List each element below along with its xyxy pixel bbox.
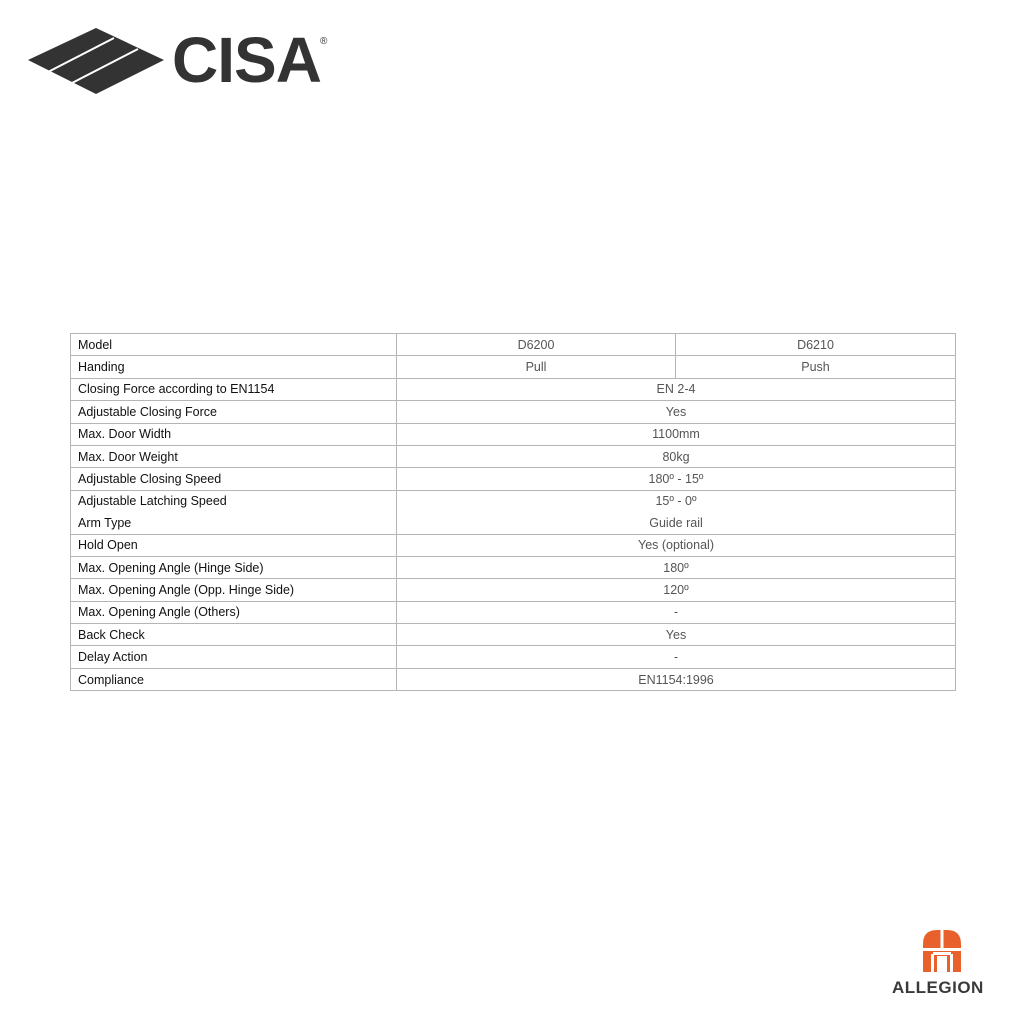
row-value: 180º - 15º [397, 468, 956, 490]
row-value: Push [676, 356, 956, 378]
table-row [71, 534, 956, 556]
spec-table [70, 333, 956, 691]
table-row [71, 401, 956, 423]
table-row [71, 556, 956, 578]
cisa-logo [28, 26, 348, 98]
table-row [71, 579, 956, 601]
row-value: 80kg [397, 445, 956, 467]
table-row [71, 445, 956, 467]
row-value: - [397, 601, 956, 623]
allegion-logo [886, 928, 1006, 1000]
row-label: Adjustable Closing Speed [71, 468, 397, 490]
row-label: Adjustable Latching Speed [71, 490, 397, 512]
row-value: Yes [397, 624, 956, 646]
allegion-wordmark: ALLEGION [892, 978, 984, 997]
row-value: 180º [397, 556, 956, 578]
row-value: EN 2-4 [397, 378, 956, 400]
allegion-arch-icon [919, 928, 965, 974]
table-row [71, 512, 956, 534]
row-value: 1100mm [397, 423, 956, 445]
row-label: Arm Type [71, 512, 397, 534]
row-value: 15º - 0º [397, 490, 956, 512]
row-label: Closing Force according to EN1154 [71, 378, 397, 400]
row-value: D6210 [676, 334, 956, 356]
row-label: Max. Door Weight [71, 445, 397, 467]
row-label: Max. Opening Angle (Others) [71, 601, 397, 623]
table-row [71, 378, 956, 400]
row-value: D6200 [397, 334, 676, 356]
row-label: Max. Opening Angle (Hinge Side) [71, 556, 397, 578]
table-row [71, 423, 956, 445]
row-value: EN1154:1996 [397, 668, 956, 690]
table-row [71, 468, 956, 490]
row-label: Handing [71, 356, 397, 378]
row-value: - [397, 646, 956, 668]
table-row [71, 668, 956, 690]
table-row [71, 624, 956, 646]
registered-mark: ® [320, 36, 328, 47]
row-label: Back Check [71, 624, 397, 646]
table-row [71, 356, 956, 378]
cisa-wordmark: CISA [172, 24, 321, 96]
row-value: 120º [397, 579, 956, 601]
row-label: Max. Opening Angle (Opp. Hinge Side) [71, 579, 397, 601]
row-value: Yes (optional) [397, 534, 956, 556]
row-label: Model [71, 334, 397, 356]
row-value: Yes [397, 401, 956, 423]
table-row [71, 601, 956, 623]
row-label: Max. Door Width [71, 423, 397, 445]
row-value: Pull [397, 356, 676, 378]
row-label: Delay Action [71, 646, 397, 668]
row-label: Hold Open [71, 534, 397, 556]
cisa-diamond-icon [28, 26, 164, 96]
row-label: Compliance [71, 668, 397, 690]
table-row [71, 490, 956, 512]
row-value: Guide rail [397, 512, 956, 534]
table-row [71, 334, 956, 356]
table-row [71, 646, 956, 668]
row-label: Adjustable Closing Force [71, 401, 397, 423]
